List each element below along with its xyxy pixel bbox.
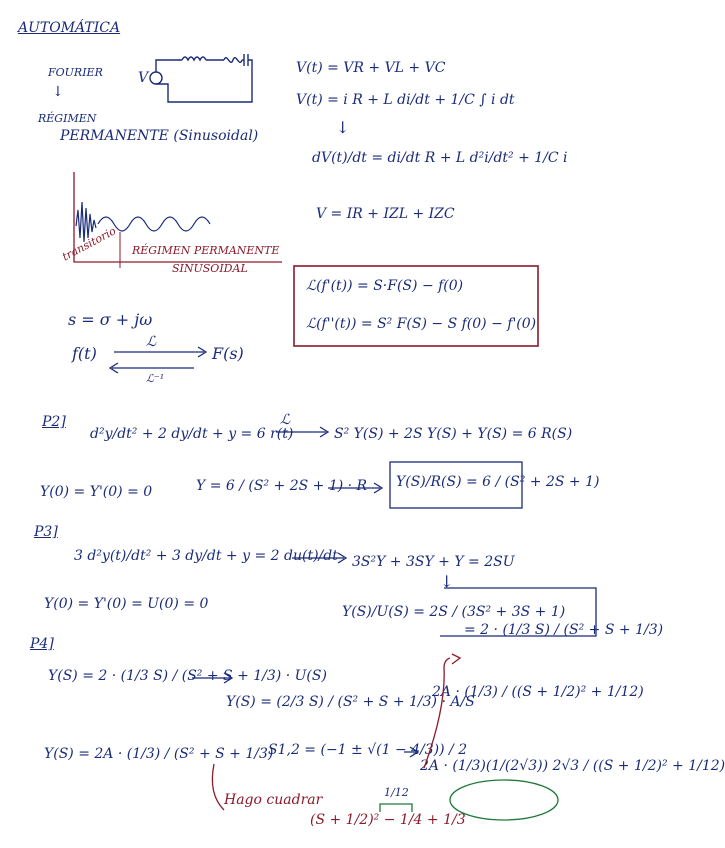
- transient-plot: [74, 172, 282, 268]
- p4-line-2: Y(S) = 2A · (1/3) / (S² + S + 1/3): [44, 746, 274, 762]
- p2-transform-arrow: [276, 427, 328, 437]
- p2-result-box: [390, 462, 522, 508]
- regimen-label: RÉGIMEN: [38, 112, 97, 125]
- hago-cuadrar-note: Hago cuadrar: [224, 792, 323, 808]
- derivative-rule-2: ℒ(f''(t)) = S² F(S) − S f(0) − f'(0): [306, 316, 537, 332]
- p2-solved: Y = 6 / (S² + 2S + 1) · R: [196, 478, 368, 494]
- p2-label: P2]: [42, 414, 66, 430]
- kvl-line-3: dV(t)/dt = di/dt R + L d²i/dt² + 1/C i: [312, 150, 568, 166]
- p3-label: P3]: [34, 524, 58, 540]
- laplace-rules-box: [294, 266, 538, 346]
- p3-transform: 3S²Y + 3SY + Y = 2SU: [352, 554, 515, 570]
- p4-label: P4]: [30, 636, 54, 652]
- derivative-rule-1: ℒ(f'(t)) = S·F(S) − f(0): [306, 278, 464, 294]
- transient-oscillation: [76, 202, 96, 242]
- green-bracket: [380, 804, 412, 812]
- laplace-symbol: ℒ: [146, 334, 157, 350]
- kvl-arrow: ↓: [336, 118, 350, 137]
- p3-arrow: ↓: [440, 572, 454, 591]
- hago-bracket: [212, 764, 224, 810]
- sinusoidal-label: SINUSOIDAL: [172, 262, 248, 275]
- p4-right-2: 2A · (1/3)(1/(2√3)) 2√3 / ((S + 1/2)² + 1/12): [420, 758, 725, 774]
- p4-arrow-2: [404, 747, 418, 757]
- p3-equation: 3 d²y(t)/dt² + 3 dy/dt + y = 2 du(t)/dt: [74, 548, 338, 564]
- p2-equation: d²y/dt² + 2 dy/dt + y = 6 r(t): [90, 426, 294, 442]
- p2-result: Y(S)/R(S) = 6 / (S² + 2S + 1): [396, 474, 600, 490]
- phasor-equation: V = IR + IZL + IZC: [316, 206, 455, 222]
- fourier-label: FOURIER: [48, 66, 103, 79]
- p4-arrow-1: [192, 673, 232, 683]
- f-t-label: f(t): [72, 344, 97, 363]
- complete-square: (S + 1/2)² − 1/4 + 1/3: [310, 812, 466, 828]
- p2-result-arrow: [328, 483, 382, 493]
- p3-result-2: = 2 · (1/3 S) / (S² + S + 1/3): [464, 622, 664, 638]
- red-up-arrow: [424, 654, 460, 768]
- p4-line-1b: Y(S) = (2/3 S) / (S² + S + 1/3) · A/S: [226, 694, 475, 710]
- p3-result-1: Y(S)/U(S) = 2S / (3S² + 3S + 1): [342, 604, 566, 620]
- p3-result-box: [440, 588, 596, 636]
- p3-transform-arrow: [292, 553, 346, 563]
- F-s-label: F(s): [212, 344, 244, 363]
- s-definition: s = σ + jω: [68, 310, 153, 329]
- p4-right-1: 2A · (1/3) / ((S + 1/2)² + 1/12): [432, 684, 644, 700]
- one-twelfth-label: 1/12: [384, 786, 409, 799]
- fourier-arrow: ↓: [52, 84, 64, 100]
- p2-transform: S² Y(S) + 2S Y(S) + Y(S) = 6 R(S): [334, 426, 573, 442]
- green-circle: [450, 780, 558, 820]
- laplace-arrows: [110, 347, 206, 373]
- permanente-label: PERMANENTE (Sinusoidal): [60, 128, 259, 144]
- p2-initial: Y(0) = Y'(0) = 0: [40, 484, 153, 500]
- transitorio-label: transitorio: [60, 224, 119, 264]
- source-label: V: [138, 70, 149, 86]
- p2-laplace-symbol: ℒ: [280, 412, 291, 428]
- circuit-diagram: [150, 54, 252, 102]
- steady-state-wave: [98, 217, 210, 231]
- regimen-permanente-label: RÉGIMEN PERMANENTE: [132, 244, 280, 257]
- p4-line-1: Y(S) = 2 · (1/3 S) / (S² + S + 1/3) · U(S): [48, 668, 327, 684]
- p4-roots: S1,2 = (−1 ± √(1 − 4/3)) / 2: [268, 742, 468, 758]
- kvl-line-1: V(t) = VR + VL + VC: [296, 60, 446, 76]
- page-title: AUTOMÁTICA: [18, 20, 121, 36]
- inverse-laplace-symbol: ℒ⁻¹: [146, 372, 165, 385]
- kvl-line-2: V(t) = i R + L di/dt + 1/C ∫ i dt: [296, 92, 515, 108]
- p3-initial: Y(0) = Y'(0) = U(0) = 0: [44, 596, 209, 612]
